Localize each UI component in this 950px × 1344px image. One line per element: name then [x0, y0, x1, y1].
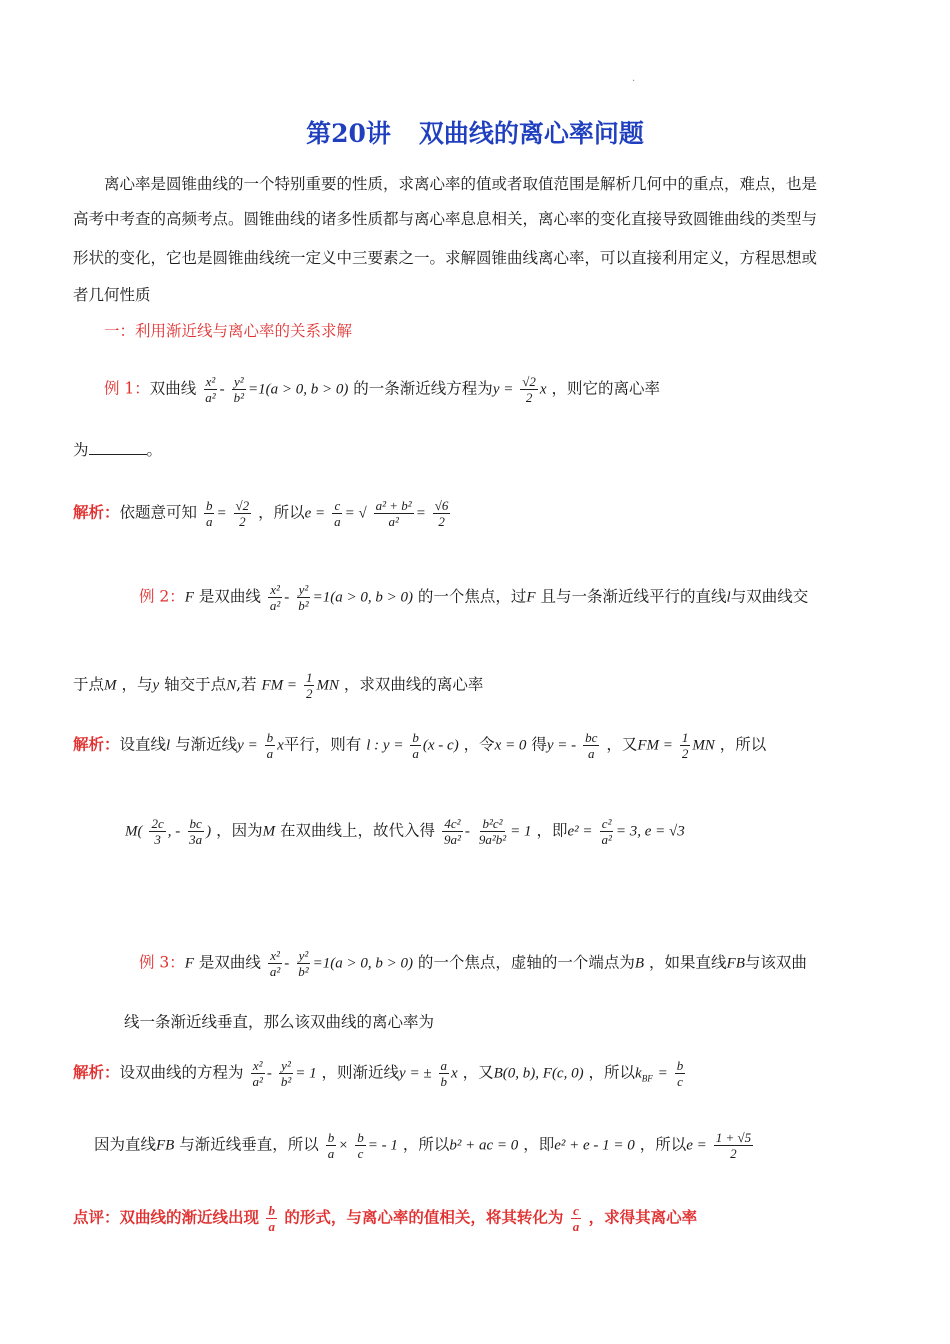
solution-3: 解析：设双曲线的方程为 $\frac{\text{x²}}{\text{a²}}$ - $\frac{\text{y²}}{\text{b²}}$ = 1 ，则渐近线y = ± $\frac{a}{b}$ x ，又B(0, b), F(c, 0) ，所以$k_{BF}$ = $\frac{b}{c}$ [73, 1058, 684, 1089]
example-1-label: 例 1： [104, 379, 150, 398]
comment: 点评：双曲线的渐近线出现 $\frac{b}{a}$ 的形式，与离心率的值相关，将其转化为 $\frac{c}{a}$ ，求得其离心率 [73, 1203, 698, 1234]
lecture-topic: 双曲线的离心率问题 [418, 119, 644, 148]
fraction-sqrt2-2: $\frac{√2}{2}$ [522, 374, 536, 405]
comment-label: 点评： [73, 1207, 120, 1227]
example-2-label: 例 2： [139, 587, 185, 606]
page-title [0, 114, 950, 150]
solution-3-label: 解析： [73, 1062, 120, 1082]
solution-1-label: 解析： [73, 502, 120, 522]
intro-line-2: 高考中考查的高频考点。圆锥曲线的诸多性质都与离心率息息相关，离心率的变化直接导致圆锥曲线的类型与 [73, 210, 818, 228]
example-2: 例 2：F 是双曲线 $\frac{\text{x²}}{\text{a²}}$ - $\frac{\text{y²}}{\text{b²}}$ =1(a > 0, b > 0) 的一个焦点，过F 且与一条渐近线平行的直线l与双曲线交 [139, 582, 809, 613]
intro-line-3: 形状的变化，它也是圆锥曲线统一定义中三要素之一。求解圆锥曲线离心率，可以直接利用定义，方程思想或 [73, 249, 818, 267]
intro-line-4: 者几何性质 [73, 286, 151, 304]
section-heading-1: 一：利用渐近线与离心率的关系求解 [104, 322, 353, 340]
stray-mark: · [632, 76, 636, 87]
example-2-line-2: 于点M ，与y 轴交于点N,若 FM = $\frac{1}{2}$ MN ，求双曲线的离心率 [73, 670, 484, 701]
lecture-number: 第20讲 [306, 119, 391, 148]
fraction-y2-b2: $\frac{\text{y²}}{\text{b²}}$ [233, 374, 244, 405]
example-3-label: 例 3： [139, 953, 185, 972]
answer-blank [89, 440, 147, 455]
solution-2-label: 解析： [73, 734, 120, 754]
example-1: 例 1：双曲线 $\frac{\text{x²}}{\text{a²}}$ - $\frac{\text{y²}}{\text{b²}}$ =1(a > 0, b > 0) 的一条渐近线方程为y = $\frac{√2}{2}$ x ，则它的离心率 [104, 374, 661, 405]
fraction-x2-a2: $\frac{\text{x²}}{\text{a²}}$ [205, 374, 216, 405]
example-3-line-2: 线一条渐近线垂直，那么该双曲线的离心率为 [124, 1013, 435, 1031]
solution-2: 解析：设直线l 与渐近线y = $\frac{b}{a}$ x平行，则有 l : y = $\frac{b}{a}$ (x - c) ，令x = 0 得y = - $\frac{bc}{a}$ ，又FM = $\frac{1}{2}$ MN ，所以 [73, 730, 767, 761]
intro-line-1: 离心率是圆锥曲线的一个特别重要的性质，求离心率的值或者取值范围是解析几何中的重点，难点，也是 [104, 175, 818, 193]
solution-2-line-2: M( $\frac{2c}{3}$ , - $\frac{bc}{3a}$ ) ，因为M 在双曲线上，故代入得 $\frac{\text{4c²}}{\text{9a²}}$ - $\frac{\text{b²c²}}{\text{9a²b²}}$ = 1 ，即e² = $\frac{\text{c²}}{\text{a²}}$ = 3, e = √3 [125, 816, 685, 847]
solution-1: 解析：依题意可知 $\frac{b}{a}$ = $\frac{√2}{2}$ ，所以e = $\frac{c}{a}$ = √ $\frac{\text{a² + b²}}{\text{a²}}$ = $\frac{√6}{2}$ [73, 498, 449, 529]
example-3: 例 3：F 是双曲线 $\frac{\text{x²}}{\text{a²}}$ - $\frac{\text{y²}}{\text{b²}}$ =1(a > 0, b > 0) 的一个焦点，虚轴的一个端点为B ，如果直线FB与该双曲 [139, 948, 807, 979]
solution-3-line-2: 因为直线FB 与渐近线垂直，所以 $\frac{b}{a}$ × $\frac{b}{c}$ = - 1 ，所以b² + ac = 0 ，即e² + e - 1 = 0 ，所以e = $\frac{1 + √5}{2}$ [94, 1130, 752, 1161]
example-1-line-2: 为 。 [73, 441, 163, 459]
